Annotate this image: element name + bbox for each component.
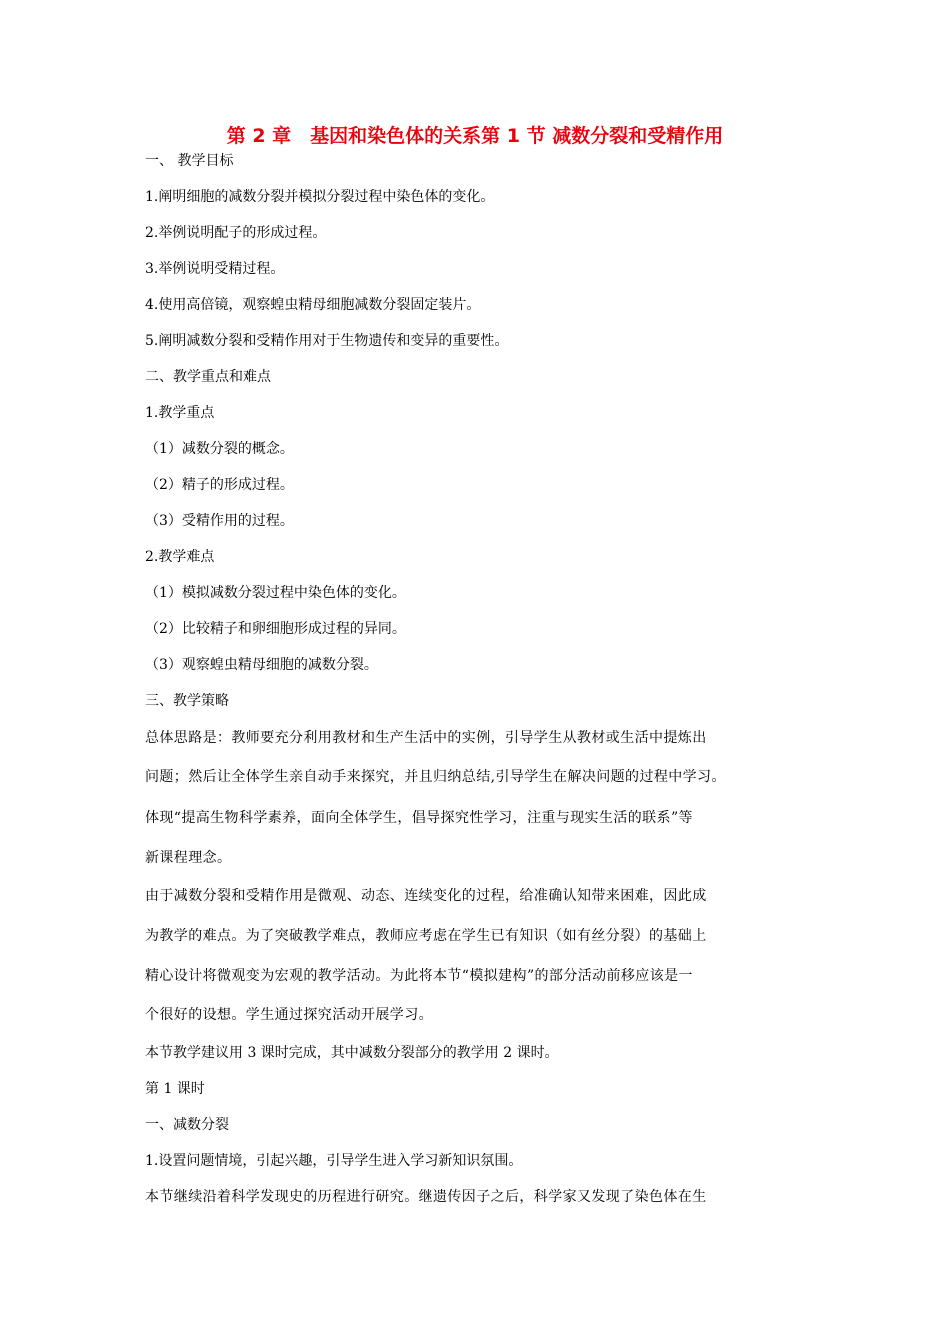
difficulty-item: （1）模拟减数分裂过程中染色体的变化。 [145, 585, 406, 601]
section-heading-meiosis: 一、减数分裂 [145, 1117, 229, 1133]
heading-teaching-strategy: 三、教学策略 [145, 693, 229, 709]
paragraph-line: 由于减数分裂和受精作用是微观、动态、连续变化的过程，给准确认知带来困难，因此成 [145, 888, 707, 904]
heading-key-points: 二、教学重点和难点 [145, 369, 271, 385]
paragraph-line: 新课程理念。 [145, 850, 232, 866]
heading-teaching-objectives: 一、 教学目标 [145, 153, 234, 169]
step-heading: 1.设置问题情境，引起兴趣，引导学生进入学习新知识氛围。 [145, 1153, 523, 1169]
key-point-item: （2）精子的形成过程。 [145, 477, 294, 493]
paragraph-line: 精心设计将微观变为宏观的教学活动。为此将本节“模拟建构”的部分活动前移应该是一 [145, 968, 693, 984]
difficulty-item: （3）观察蝗虫精母细胞的减数分裂。 [145, 657, 378, 673]
paragraph-line: 个很好的设想。学生通过探究活动开展学习。 [145, 1007, 433, 1023]
paragraph-line: 问题；然后让全体学生亲自动手来探究，并且归纳总结,引导学生在解决问题的过程中学习。 [145, 769, 726, 785]
objective-item: 1.阐明细胞的减数分裂并模拟分裂过程中染色体的变化。 [145, 189, 495, 205]
document-title: 第 2 章 基因和染色体的关系第 1 节 减数分裂和受精作用 [226, 125, 724, 147]
objective-item: 4.使用高倍镜，观察蝗虫精母细胞减数分裂固定装片。 [145, 297, 481, 313]
key-point-item: （1）减数分裂的概念。 [145, 441, 294, 457]
paragraph-line: 为教学的难点。为了突破教学难点，教师应考虑在学生已有知识（如有丝分裂）的基础上 [145, 928, 707, 944]
objective-item: 3.举例说明受精过程。 [145, 261, 285, 277]
lesson-heading: 第 1 课时 [145, 1081, 205, 1097]
objective-item: 2.举例说明配子的形成过程。 [145, 225, 327, 241]
paragraph-line: 总体思路是：教师要充分利用教材和生产生活中的实例，引导学生从教材或生活中提炼出 [145, 730, 707, 746]
subheading-difficulties: 2.教学难点 [145, 549, 215, 565]
subheading-key-points: 1.教学重点 [145, 405, 215, 421]
paragraph-line: 本节教学建议用 3 课时完成，其中减数分裂部分的教学用 2 课时。 [145, 1045, 559, 1061]
key-point-item: （3）受精作用的过程。 [145, 513, 294, 529]
objective-item: 5.阐明减数分裂和受精作用对于生物遗传和变异的重要性。 [145, 333, 509, 349]
paragraph-line: 本节继续沿着科学发现史的历程进行研究。继遗传因子之后，科学家又发现了染色体在生 [145, 1189, 707, 1205]
difficulty-item: （2）比较精子和卵细胞形成过程的异同。 [145, 621, 406, 637]
paragraph-line: 体现“提高生物科学素养，面向全体学生，倡导探究性学习，注重与现实生活的联系”等 [145, 810, 693, 826]
